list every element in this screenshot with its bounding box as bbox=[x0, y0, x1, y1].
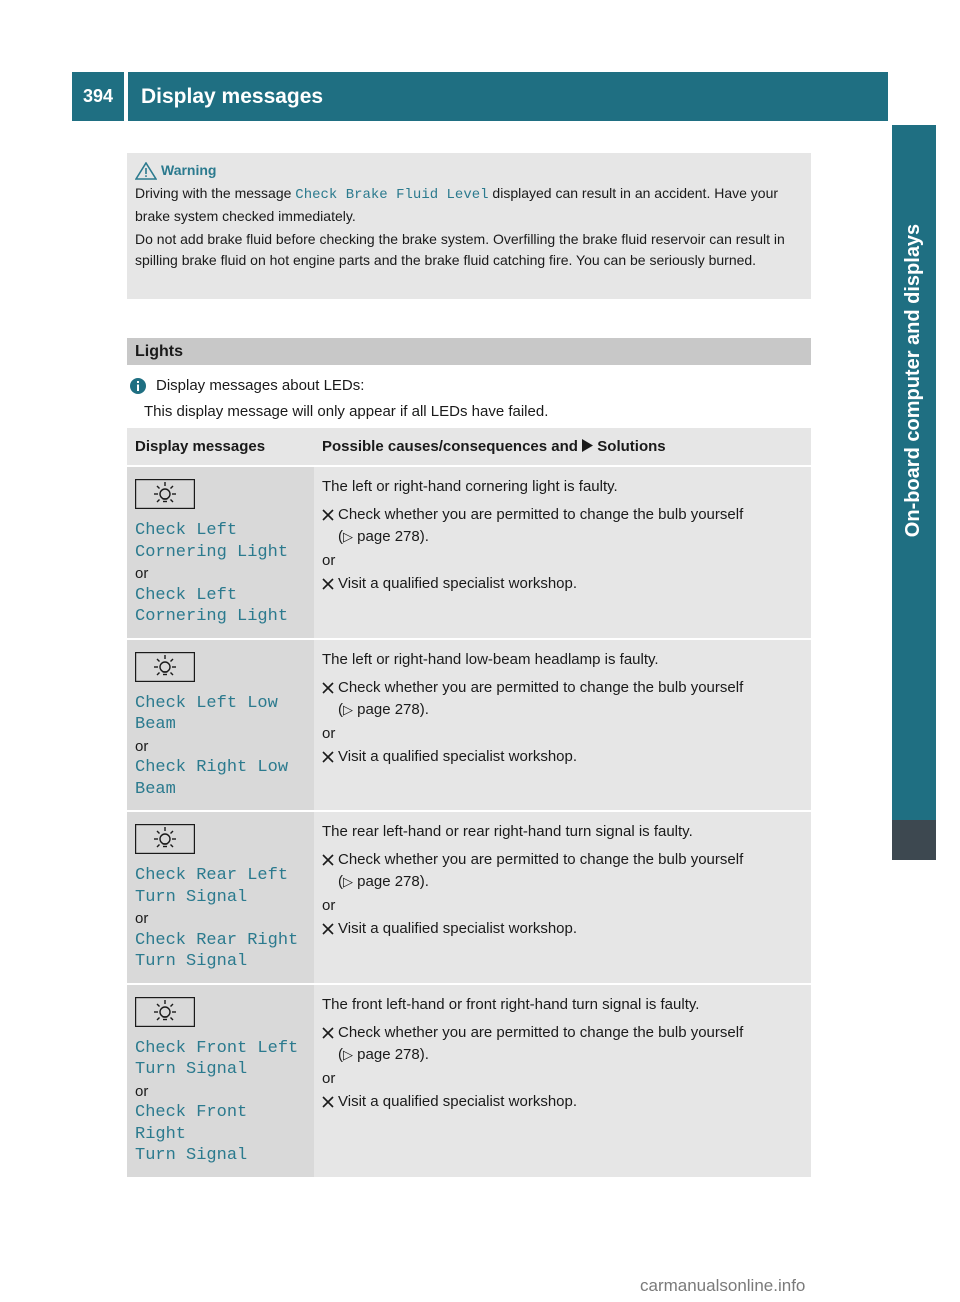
bulb-lamp-icon bbox=[135, 479, 195, 509]
step-arrow-icon bbox=[322, 573, 338, 595]
step-item bbox=[322, 677, 803, 721]
step-item bbox=[322, 1091, 803, 1113]
cause-text: The front left-hand or front right-hand turn signal is faulty. bbox=[322, 995, 700, 1013]
step-arrow-icon bbox=[322, 746, 338, 768]
page-reference[interactable]: (▷ page 278). bbox=[338, 1045, 429, 1063]
table-row bbox=[127, 811, 811, 984]
display-message-b: Check Left Cornering Light bbox=[135, 585, 289, 626]
table-row bbox=[127, 984, 811, 1178]
note-line-1: Display messages about LEDs: bbox=[156, 377, 365, 394]
or-text: or bbox=[135, 910, 149, 927]
page-title: Display messages bbox=[128, 72, 888, 121]
step-arrow-icon bbox=[322, 677, 338, 699]
step-text: Visit a qualified specialist workshop. bbox=[338, 920, 578, 937]
warning-heading bbox=[135, 160, 803, 181]
table-row bbox=[127, 639, 811, 812]
warning-message-code: Check Brake Fluid Level bbox=[295, 187, 489, 203]
cause-text: The left or right-hand low-beam headlamp is faulty. bbox=[322, 650, 659, 668]
warning-triangle-icon bbox=[135, 162, 157, 180]
step-item bbox=[322, 573, 803, 595]
cause-cell bbox=[314, 639, 811, 812]
step-arrow-icon bbox=[322, 1022, 338, 1044]
or-text: or bbox=[322, 552, 336, 569]
display-message-b: Check Front Right Turn Signal bbox=[135, 1103, 248, 1165]
section-heading: Lights bbox=[127, 338, 811, 365]
column-header-text: Solutions bbox=[593, 438, 666, 455]
page-reference-text[interactable]: page 278). bbox=[357, 873, 429, 890]
bulb-lamp-icon bbox=[135, 997, 195, 1027]
or-text: or bbox=[322, 1069, 336, 1087]
message-cell bbox=[127, 984, 314, 1178]
info-icon bbox=[130, 378, 146, 394]
display-message-a: Check Rear Left Turn Signal bbox=[135, 866, 289, 907]
table-row bbox=[127, 466, 811, 639]
page-number: 394 bbox=[72, 72, 124, 121]
step-item bbox=[322, 746, 803, 768]
warning-text: Driving with the message bbox=[135, 185, 296, 201]
warning-paragraph-1 bbox=[135, 183, 803, 227]
display-message-b: Check Rear Right Turn Signal bbox=[135, 930, 299, 971]
note-line-2: This display message will only appear if all LEDs have failed. bbox=[144, 403, 549, 420]
cause-text: The left or right-hand cornering light is faulty. bbox=[322, 478, 618, 495]
bulb-lamp-icon bbox=[135, 824, 195, 854]
or-text: or bbox=[322, 897, 336, 914]
message-cell bbox=[127, 811, 314, 984]
display-message-a: Check Left Cornering Light bbox=[135, 521, 289, 562]
step-arrow-icon bbox=[322, 504, 338, 526]
cause-text: The rear left-hand or rear right-hand turn signal is faulty. bbox=[322, 823, 693, 840]
page-reference-text[interactable]: page 278). bbox=[357, 700, 429, 718]
cause-cell bbox=[314, 811, 811, 984]
step-text: Check whether you are permitted to change the bulb yourself bbox=[338, 1023, 744, 1041]
display-message-a: Check Front Left Turn Signal bbox=[135, 1038, 299, 1079]
step-text: Check whether you are permitted to change the bulb yourself bbox=[338, 506, 744, 523]
or-text: or bbox=[135, 737, 149, 755]
or-text: or bbox=[322, 724, 336, 742]
display-messages-table bbox=[127, 428, 811, 1179]
bulb-lamp-icon bbox=[135, 652, 195, 682]
display-message-a: Check Left Low Beam bbox=[135, 693, 278, 734]
page-reference[interactable]: (▷ page 278). bbox=[338, 528, 429, 545]
step-item bbox=[322, 918, 803, 940]
table-header-row bbox=[127, 428, 811, 466]
step-text: Check whether you are permitted to change the bulb yourself bbox=[338, 851, 744, 868]
step-text: Visit a qualified specialist workshop. bbox=[338, 575, 578, 592]
side-tab-label: On-board computer and displays bbox=[902, 223, 925, 537]
step-arrow-icon bbox=[322, 918, 338, 940]
side-tab-label-box bbox=[892, 125, 936, 635]
cause-cell bbox=[314, 466, 811, 639]
step-arrow-icon bbox=[322, 849, 338, 871]
or-text: or bbox=[135, 565, 149, 582]
message-cell bbox=[127, 639, 314, 812]
warning-title: Warning bbox=[161, 162, 217, 178]
column-header-causes bbox=[314, 428, 811, 466]
message-cell bbox=[127, 466, 314, 639]
column-header-messages: Display messages bbox=[127, 428, 314, 466]
display-message-b: Check Right Low Beam bbox=[135, 758, 289, 799]
page-reference[interactable]: (▷ page 278). bbox=[338, 700, 429, 718]
page-reference-text[interactable]: page 278). bbox=[357, 528, 429, 545]
step-text: Check whether you are permitted to change the bulb yourself bbox=[338, 678, 744, 696]
step-text: Visit a qualified specialist workshop. bbox=[338, 747, 578, 765]
step-item bbox=[322, 1022, 803, 1066]
warning-box bbox=[127, 153, 811, 299]
or-text: or bbox=[135, 1082, 149, 1100]
watermark: carmanualsonline.info bbox=[640, 1276, 806, 1295]
info-note bbox=[130, 373, 810, 425]
step-text: Visit a qualified specialist workshop. bbox=[338, 1092, 578, 1110]
step-item bbox=[322, 849, 803, 893]
cause-cell bbox=[314, 984, 811, 1178]
step-arrow-icon bbox=[322, 1091, 338, 1113]
side-tab-marker bbox=[892, 820, 936, 860]
page-reference[interactable]: (▷ page 278). bbox=[338, 873, 429, 890]
step-item bbox=[322, 504, 803, 548]
solution-arrow-icon bbox=[582, 439, 593, 452]
warning-paragraph-2: Do not add brake fluid before checking the brake system. Overfilling the brake fluid reservoir can result in spilling brake fluid on hot engine parts and the brake fluid catching fire. You can be seriously burned. bbox=[135, 231, 785, 268]
warning-text: displayed can result in an accident. Have your brake system checked immediately. bbox=[135, 185, 779, 224]
page-reference-text[interactable]: page 278). bbox=[357, 1045, 429, 1063]
column-header-text: Possible causes/consequences and bbox=[322, 438, 583, 455]
